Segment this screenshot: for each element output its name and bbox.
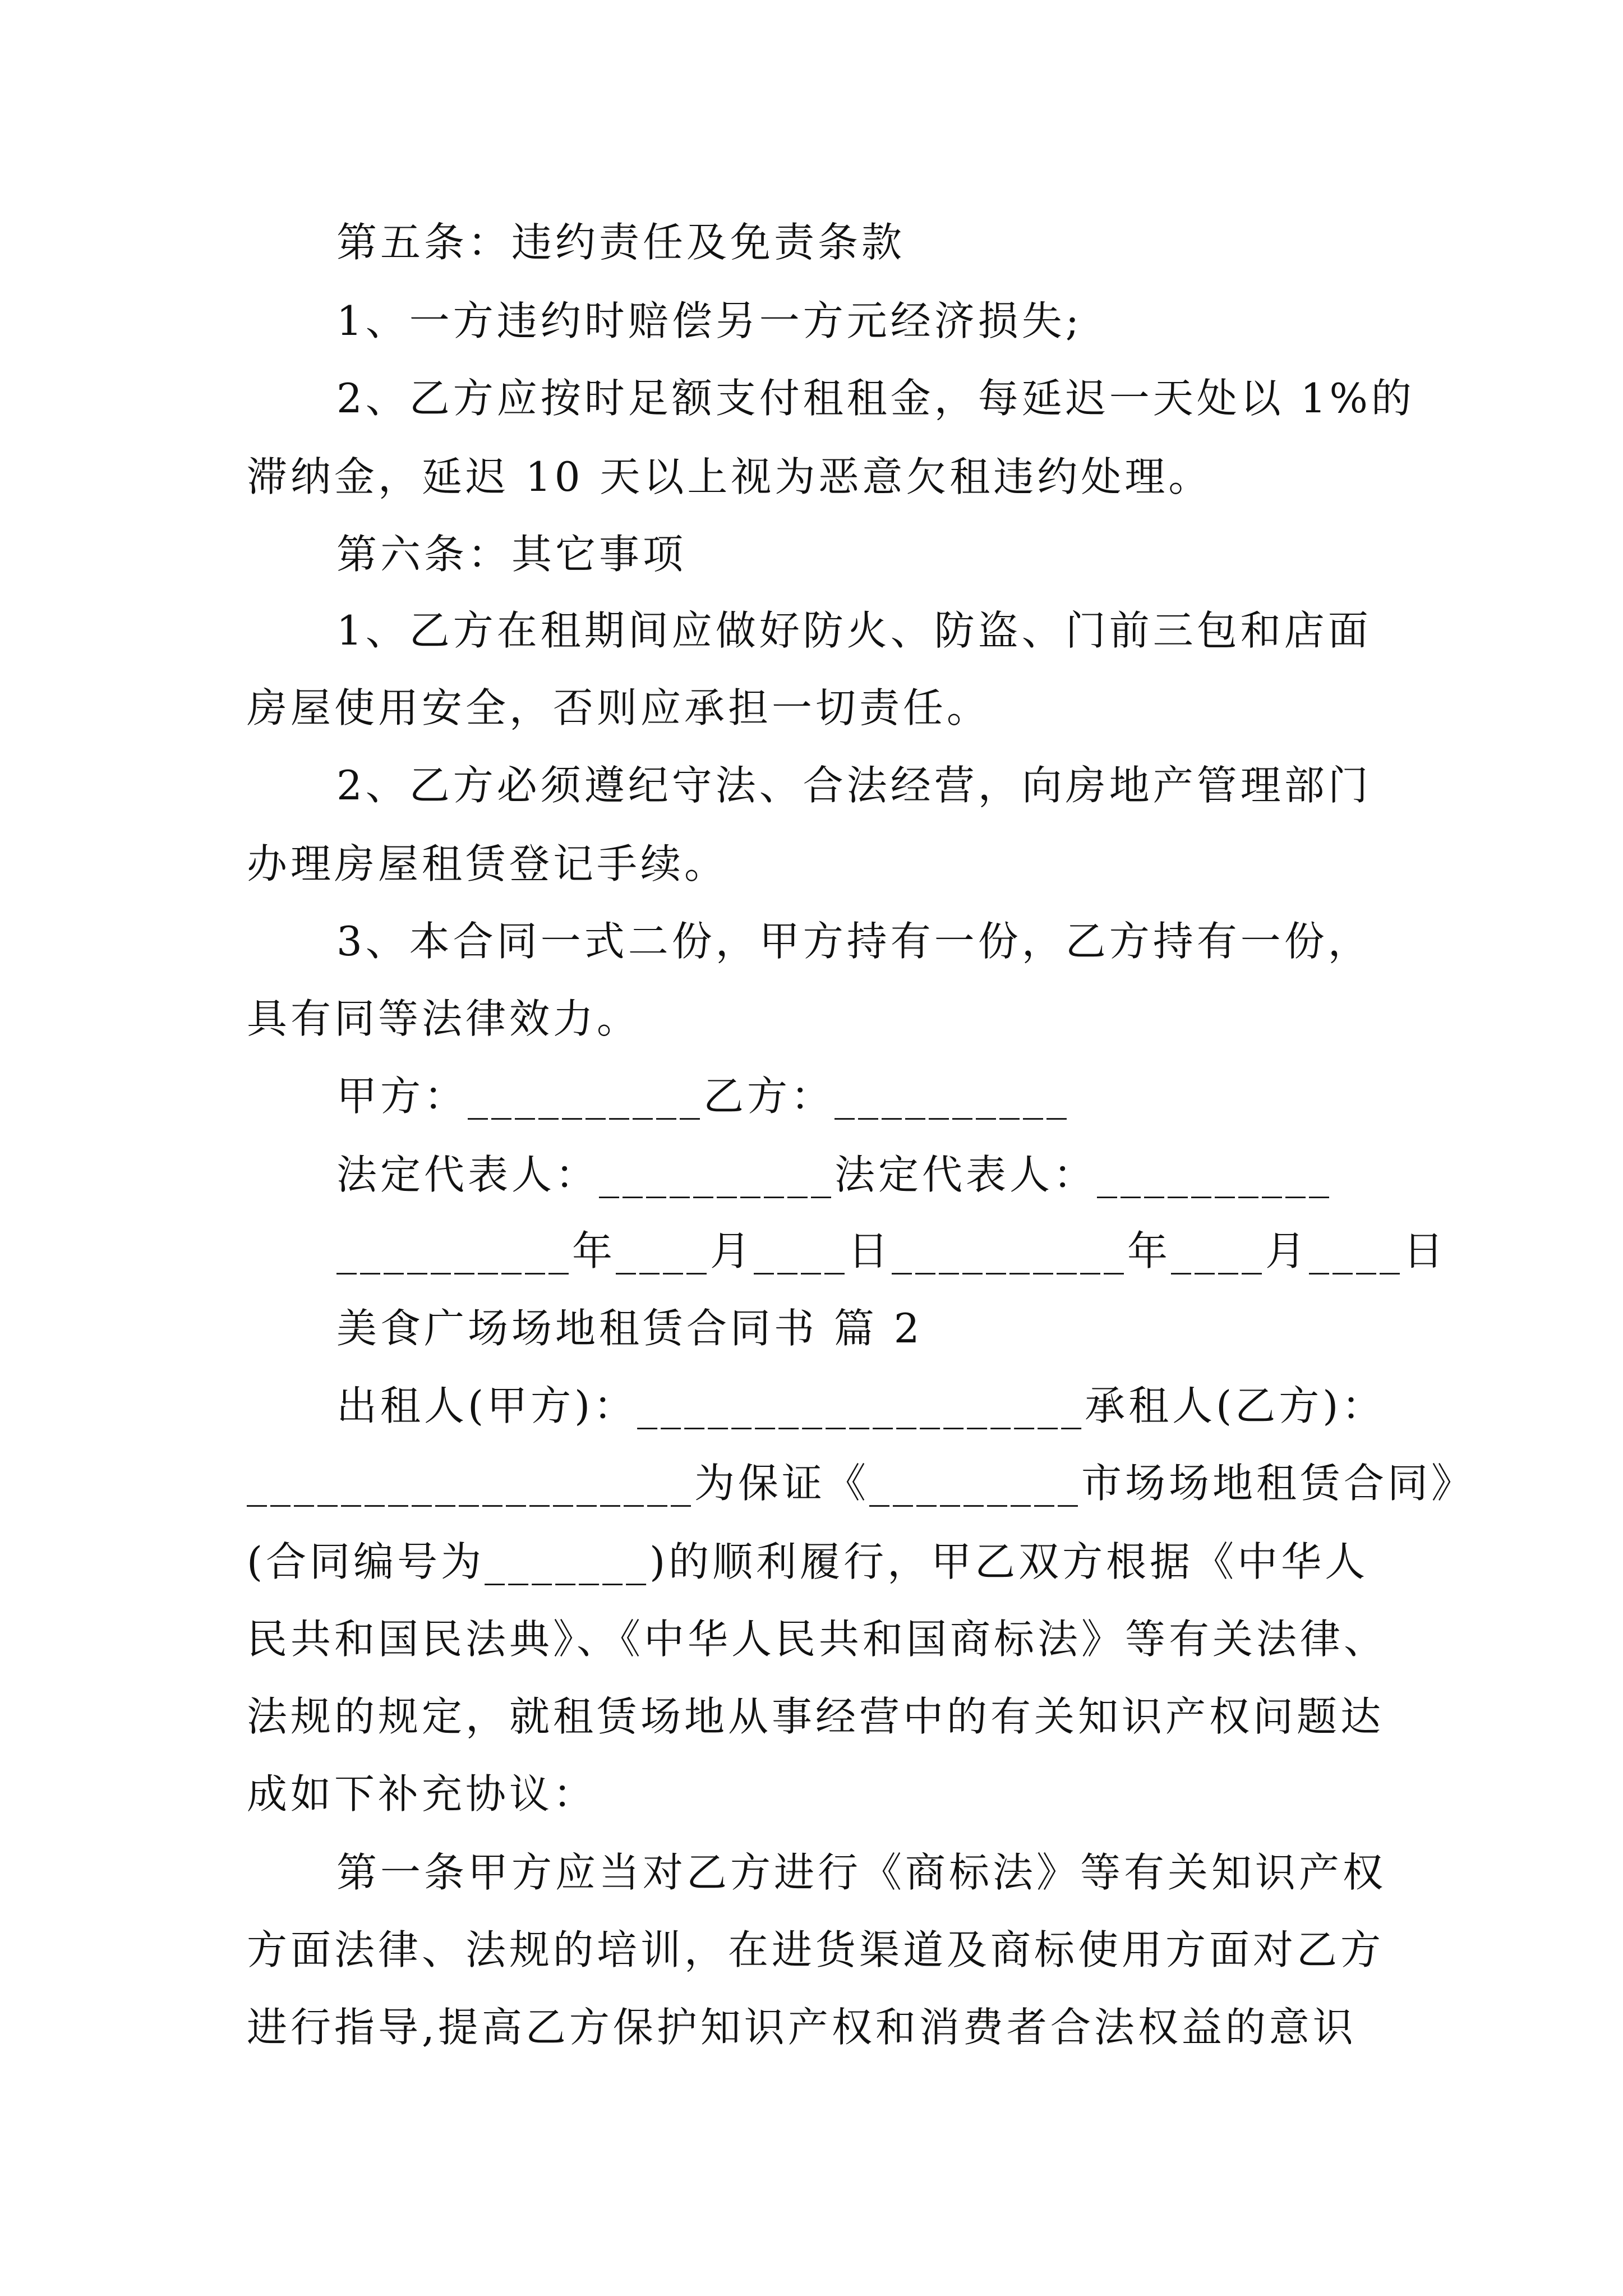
article-6-heading: 第六条：其它事项 [336,531,687,578]
signature-parties-line: 甲方：__________乙方：__________ [336,1073,1071,1120]
agreement-purpose-line-1: ___________________为保证《_________市场场地租赁合同》 [247,1460,1476,1507]
article-6-clause-3-line-2: 具有同等法律效力。 [247,995,641,1042]
agreement-purpose-line-3: 民共和国民法典》、《中华人民共和国商标法》等有关法律、 [247,1616,1388,1663]
agreement-purpose-line-2: (合同编号为_______)的顺利履行，甲乙双方根据《中华人 [247,1538,1369,1585]
article-6-clause-1-line-1: 1、乙方在租期间应做好防火、防盗、门前三包和店面 [336,607,1372,654]
section-title-part-2: 美食广场场地租赁合同书 篇 2 [336,1305,923,1352]
article-5-clause-2-line-1: 2、乙方应按时足额支付租租金，每延迟一天处以 1%的 [336,375,1415,422]
article-5-heading: 第五条：违约责任及免责条款 [336,219,906,266]
article-6-clause-2-line-1: 2、乙方必须遵纪守法、合法经营，向房地产管理部门 [336,762,1372,809]
article-1-line-3: 进行指导,提高乙方保护知识产权和消费者合法权益的意识 [247,2004,1357,2051]
article-1-line-2: 方面法律、法规的培训，在进货渠道及商标使用方面对乙方 [247,1926,1385,1973]
legal-representative-line: 法定代表人：__________法定代表人：__________ [336,1151,1333,1198]
article-6-clause-2-line-2: 办理房屋租赁登记手续。 [247,840,728,887]
article-6-clause-1-line-2: 房屋使用安全，否则应承担一切责任。 [247,684,991,731]
article-1-line-1: 第一条甲方应当对乙方进行《商标法》等有关知识产权 [336,1849,1387,1896]
article-5-clause-2-line-2: 滞纳金，延迟 10 天以上视为恶意欠租违约处理。 [247,453,1212,500]
lessor-lessee-line: 出租人(甲方)：___________________承租人(乙方)： [336,1382,1386,1429]
article-5-clause-1: 1、一方违约时赔偿另一方元经济损失; [336,297,1083,344]
agreement-purpose-line-4: 法规的规定，就租赁场地从事经营中的有关知识产权问题达 [247,1693,1385,1740]
signing-date-line: __________年____月____日__________年____月____日 [336,1227,1447,1274]
agreement-purpose-line-5: 成如下补充协议： [247,1770,597,1818]
article-6-clause-3-line-1: 3、本合同一式二份，甲方持有一份，乙方持有一份， [336,918,1372,965]
